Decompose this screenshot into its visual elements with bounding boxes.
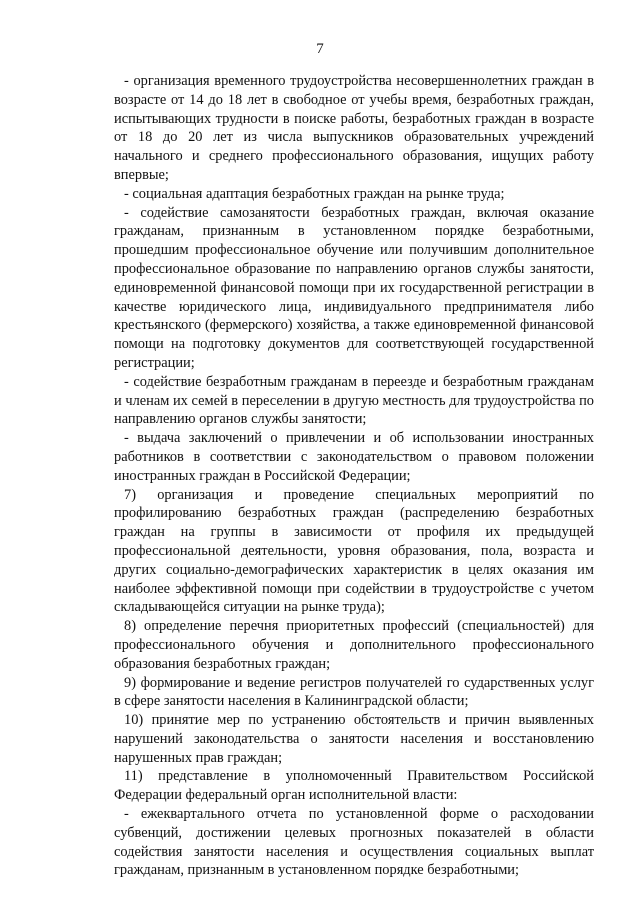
paragraph-item-11: 11) представление в уполномоченный Правительством Российской Федерации федеральный орган исполнительной власти: — [114, 768, 594, 804]
document-body — [114, 72, 594, 880]
paragraph-item-10: 10) принятие мер по устранению обстоятельств и причин выявленных нарушений законодательства о занятости населения и восстановлению нарушенных прав граждан; — [114, 712, 594, 766]
paragraph-quarterly-report: - ежеквартального отчета по установленной форме о расходовании субвенций, достижении целевых прогнозных показателей в области содействия занятости населения и осуществления социальных выплат гражданам, признанным в установленном порядке безработными; — [114, 806, 594, 879]
page-number: 7 — [316, 41, 324, 57]
paragraph-item-8: 8) определение перечня приоритетных профессий (специальностей) для профессионального обучения и дополнительного профессионального образования безработных граждан; — [114, 618, 594, 672]
paragraph-self-employment: - содействие самозанятости безработных граждан, включая оказание гражданам, признанным в установленном порядке безработными, прошедшим профессиональное обучение или получившим дополнительное профессиональное образование по направлению органов службы занятости, единовременной финансовой помощи при их государственной регистрации в качестве юридического лица, индивидуального предпринимателя либо крестьянского (фермерского) хозяйства, а также единовременной финансовой помощи на подготовку документов для соответствующей государственной регистрации; — [114, 204, 594, 371]
paragraph-social-adaptation: - социальная адаптация безработных граждан на рынке труда; — [124, 185, 505, 202]
paragraph-temporary-employment: - организация временного трудоустройства несовершеннолетних граждан в возрасте от 14 до 18 лет в свободное от учебы время, безработных граждан, испытывающих трудности в поиске работы, безработных граждан в возрасте от 18 до 20 лет из числа выпускников образовательных учреждений начального и среднего профессионального образования, ищущих работу впервые; — [114, 73, 594, 183]
paragraph-foreign-workers: - выдача заключений о привлечении и об использовании иностранных работников в соответствии с законодательством о правовом положении иностранных граждан в Российской Федерации; — [114, 430, 594, 484]
paragraph-relocation: - содействие безработным гражданам в переезде и безработным гражданам и членам их семей в переселении в другую местность для трудоустройства по направлению органов службы занятости; — [114, 373, 594, 428]
paragraph-item-7: 7) организация и проведение специальных мероприятий по профилированию безработных граждан (распределению безработных граждан на группы в зависимости от профиля их предыдущей профессиональной деятельности, уровня образования, пола, возраста и других социально-демографических характеристик в целях оказания им наиболее эффективной помощи при содействии в трудоустройстве с учетом складывающейся ситуации на рынке труда); — [114, 486, 594, 616]
paragraph-item-9: 9) формирование и ведение регистров получателей го сударственных услуг в сфере занятости населения в Калининградской области; — [114, 674, 594, 710]
